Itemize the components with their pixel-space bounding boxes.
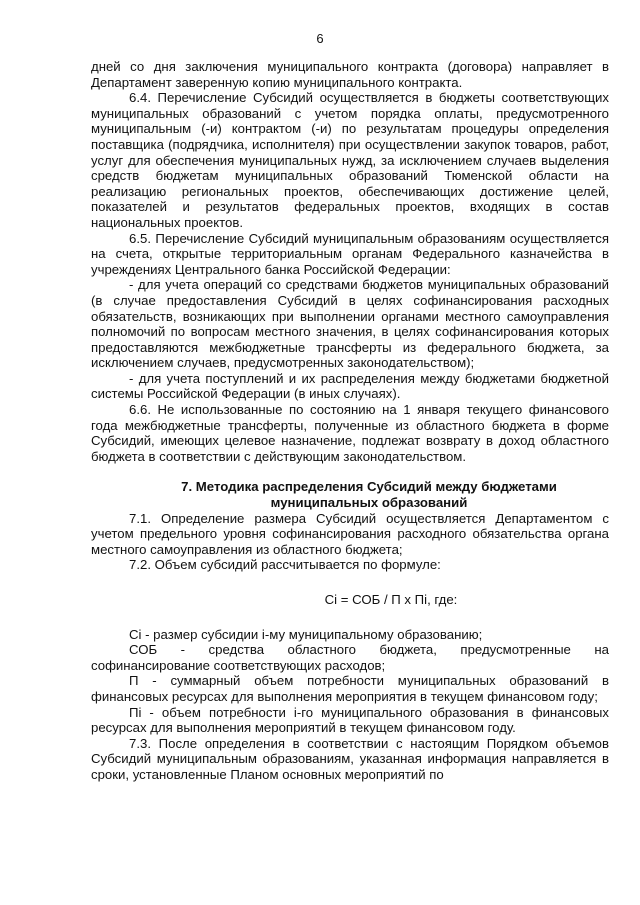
paragraph: - для учета поступлений и их распределения между бюджетами бюджетной системы Российской Федерации (в иных случаях).	[91, 370, 609, 402]
paragraphs-mid	[91, 511, 609, 573]
document-body	[91, 59, 609, 783]
paragraphs-before	[91, 59, 609, 464]
page-number: 6	[316, 31, 324, 46]
section-heading	[91, 479, 609, 510]
paragraph: Сi - размер субсидии i-му муниципальному образованию;	[129, 626, 483, 642]
paragraph: - для учета операций со средствами бюджетов муниципальных образований (в случае предоставления Субсидий в целях софинансирования расходных обязательств, возникающих при выполнении органами местного самоуправления полномочий по вопросам местного значения, в целях софинансирования которых предоставляются межбюджетные трансферты из федерального бюджета, за исключением случаев, предусмотренных законодательством);	[91, 277, 609, 371]
paragraph: 6.5. Перечисление Субсидий муниципальным образованиям осуществляется на счета, открытые территориальным органам Федерального казначейства в учреждениях Центрального банка Российской Федерации:	[91, 230, 609, 277]
paragraph: СОБ - средства областного бюджета, предусмотренные на софинансирование соответствующих расходов;	[91, 642, 609, 673]
paragraph: П - суммарный объем потребности муниципальных образований в финансовых ресурсах для выполнения мероприятия в текущем финансовом году;	[91, 673, 609, 704]
section-heading-line: муниципальных образований	[270, 495, 468, 511]
paragraphs-after	[91, 627, 609, 783]
paragraph: 6.4. Перечисление Субсидий осуществляется в бюджеты соответствующих муниципальных образований с учетом порядка оплаты, предусмотренного муниципальным (-и) контрактом (-и) по результатам процедуры определения поставщика (подрядчика, исполнителя) при осуществлении закупок товаров, работ, услуг для обеспечения муниципальных нужд, за исключением случаев выделения средств бюджетам муниципальных образований Тюменской области на реализацию региональных проектов, обеспечивающих достижение целей, показателей и результатов федеральных проектов, входящих в состав национальных проектов.	[91, 90, 609, 230]
paragraph: дней со дня заключения муниципального контракта (договора) направляет в Департамент заверенную копию муниципального контракта.	[91, 59, 609, 90]
paragraph: 7.1. Определение размера Субсидий осуществляется Департаментом с учетом предельного уровня софинансирования расходного обязательства органа местного самоуправления из областного бюджета;	[91, 510, 609, 557]
formula: Сi = СОБ / П х Пi, где:	[324, 592, 458, 607]
paragraph: Пi - объем потребности i-го муниципального образования в финансовых ресурсах для выполнения мероприятий в текущем финансовом году.	[91, 704, 609, 736]
paragraph: 7.2. Объем субсидий рассчитывается по формуле:	[129, 557, 441, 573]
paragraph: 6.6. Не использованные по состоянию на 1 января текущего финансового года межбюджетные трансферты, полученные из областного бюджета в форме Субсидий, имеющих целевое назначение, подлежат возврату в доход областного бюджета в соответствии с действующим законодательством.	[91, 402, 609, 464]
paragraph: 7.3. После определения в соответствии с настоящим Порядком объемов Субсидий муниципальным образованиям, указанная информация направляется в сроки, установленные Планом основных мероприятий по	[91, 735, 609, 782]
section-heading-line: 7. Методика распределения Субсидий между бюджетами	[181, 479, 557, 495]
